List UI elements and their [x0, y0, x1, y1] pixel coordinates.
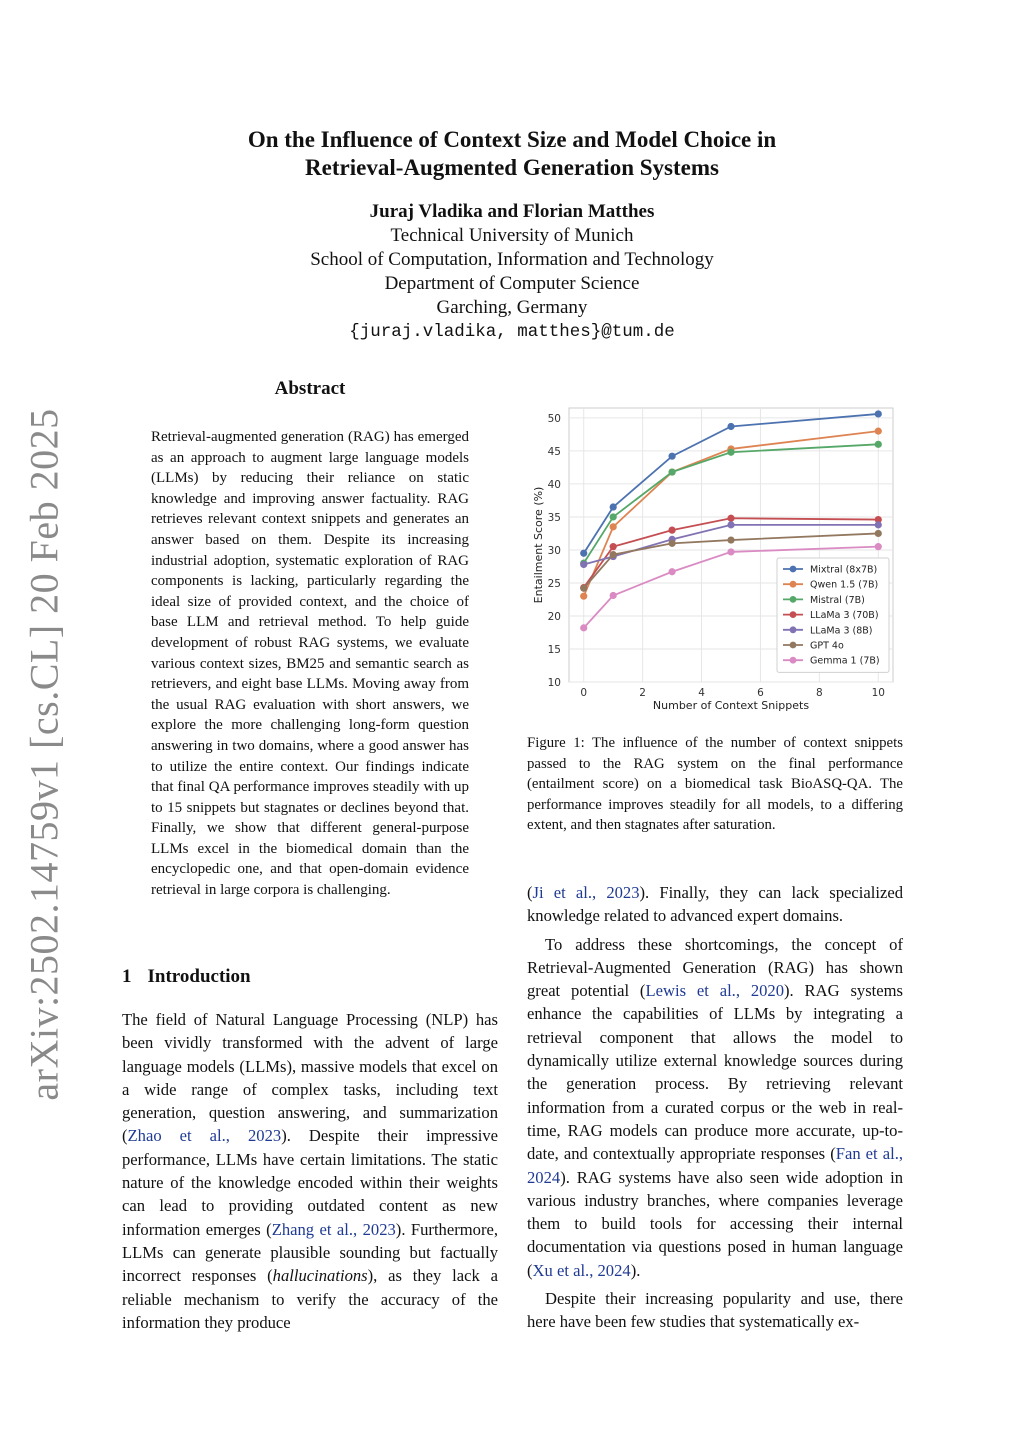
y-tick-label: 10 — [547, 677, 561, 689]
legend-label: Mistral (7B) — [810, 594, 865, 606]
text-run: ). RAG systems enhance the capabilities of LLMs by integrating a retrieval component that allows the model to dynamically utilize external knowledge sources during the generation process. By retrieving relevant information from a curated corpus or the web in real-time, RAG models can produce more accurate, up-to-date, and contextually appropriate responses ( — [527, 981, 904, 1164]
text-run: ). RAG systems have also seen wide adoption in various industry branches, where companies leverage them to build tools for accessing their internal documentation via questions posed in human language ( — [527, 1167, 903, 1280]
y-tick-label: 15 — [547, 643, 561, 656]
x-axis-label: Number of Context Snippets — [652, 699, 810, 712]
text-run: ). — [630, 1260, 641, 1280]
legend-label: LLaMa 3 (70B) — [810, 610, 879, 622]
data-point — [668, 468, 675, 475]
y-axis-label: Entailment Score (%) — [532, 486, 545, 604]
paper-title — [0, 126, 1024, 182]
arxiv-identifier: arXiv:2502.14759v1 [cs.CL] 20 Feb 2025 — [21, 407, 67, 1101]
author-block — [0, 200, 1024, 344]
data-point — [580, 585, 587, 592]
section-title: Introduction — [147, 966, 251, 987]
text-run: The field of Natural Language Processing (NLP) has been vividly transformed with the advent of large language models (LLMs), massive models that excel on a wide range of complex tasks, including text generation, question answering, and summarization ( — [122, 1010, 498, 1146]
x-tick-label: 4 — [698, 687, 705, 699]
data-point — [610, 551, 617, 558]
legend-marker — [790, 581, 797, 588]
title-line-2: Retrieval-Augmented Generation Systems — [305, 155, 719, 180]
data-point — [580, 561, 587, 568]
data-point — [875, 543, 882, 550]
text-run: ). Finally, they can lack specialized knowledge related to advanced expert domains. — [527, 883, 904, 926]
data-point — [610, 503, 617, 510]
data-point — [668, 527, 675, 534]
data-point — [727, 515, 734, 522]
y-tick-label: 45 — [547, 445, 561, 458]
affiliation-location: Garching, Germany — [436, 297, 588, 318]
citation-link[interactable]: Zhang et al., 2023 — [271, 1219, 396, 1239]
affiliation-university: Technical University of Munich — [390, 225, 634, 246]
text-run: ). Furthermore, LLMs can generate plausible sounding but factually incorrect responses ( — [122, 1219, 498, 1286]
text-run: ( — [527, 883, 533, 902]
right-paragraph-1 — [527, 881, 903, 928]
legend-marker — [790, 657, 797, 664]
legend-label: Gemma 1 (7B) — [810, 655, 880, 667]
y-tick-label: 50 — [547, 412, 561, 425]
data-point — [668, 540, 675, 547]
y-tick-label: 40 — [547, 478, 561, 491]
data-point — [727, 548, 734, 555]
right-paragraph-3: Despite their increasing popularity and use, there here have been few studies that systematically ex- — [527, 1289, 903, 1332]
data-point — [727, 521, 734, 528]
citation-link[interactable]: Ji et al., 2023 — [532, 883, 640, 902]
citation-link[interactable]: Xu et al., 2024 — [532, 1260, 631, 1280]
citation-link[interactable]: Zhao et al., 2023 — [127, 1126, 282, 1146]
data-point — [727, 423, 734, 430]
text-run: ). Despite their impressive performance, LLMs have certain limitations. The static nature of the knowledge encoded within their weights can lead to providing outdated content as new information emerges ( — [122, 1126, 498, 1239]
italic-term: hallucinations — [272, 1266, 368, 1286]
legend-label: Mixtral (8x7B) — [810, 564, 878, 576]
data-point — [610, 592, 617, 599]
arxiv-sidebar — [12, 407, 76, 1101]
line-chart — [527, 402, 903, 720]
author-names: Juraj Vladika and Florian Matthes — [369, 201, 655, 222]
data-point — [610, 523, 617, 530]
figure-1-caption: Figure 1: The influence of the number of context snippets passed to the RAG system on the final performance (entailment score) on a biomedical task BioASQ-QA. The performance improves steadily for all models, to a differing extent, and then stagnates after saturation. — [527, 735, 903, 833]
affiliation-school: School of Computation, Information and Technology — [310, 249, 714, 270]
data-point — [875, 441, 882, 448]
data-point — [875, 410, 882, 417]
legend-label: Qwen 1.5 (7B) — [810, 579, 879, 591]
intro-paragraph-1 — [122, 1008, 498, 1334]
data-point — [727, 449, 734, 456]
intro-right-column — [527, 881, 903, 1334]
legend-label: LLaMa 3 (8B) — [810, 625, 873, 637]
legend-marker — [790, 626, 797, 633]
y-tick-label: 25 — [547, 577, 561, 590]
affiliation-department: Department of Computer Science — [384, 273, 640, 294]
x-tick-label: 2 — [639, 687, 646, 699]
legend-marker — [790, 566, 797, 573]
citation-link[interactable]: Lewis et al., 2020 — [645, 981, 785, 1001]
data-point — [875, 530, 882, 537]
title-line-1: On the Influence of Context Size and Model Choice in — [247, 127, 777, 152]
legend-marker — [790, 642, 797, 649]
x-tick-label: 8 — [816, 687, 823, 699]
x-tick-label: 6 — [757, 687, 764, 699]
data-point — [580, 593, 587, 600]
section-heading-introduction — [122, 966, 251, 988]
data-point — [875, 521, 882, 528]
y-tick-label: 20 — [547, 610, 561, 623]
abstract-text: Retrieval-augmented generation (RAG) has emerged as an approach to augment large language models (LLMs) by reducing their reliance on static knowledge and improving answer factuality. RAG retrieves relevant context snippets and generates an answer based on them. Despite its increasing industrial adoption, systematic exploration of RAG components is lacking, particularly regarding the ideal size of provided context, and the choice of base LLM and retrieval method. To help guide development of robust RAG systems, we evaluate various context sizes, BM25 and semantic search as retrievers, and eight base LLMs. Moving away from the usual RAG evaluation with short answers, we explore the more challenging long-form question answering in two domains, where a good answer has to utilize the entire context. Our findings indicate that final QA performance improves steadily with up to 15 snippets but stagnates or declines beyond that. Finally, we show that different general-purpose LLMs excel in the biomedical domain than the encyclopedic one, and that open-domain evidence retrieval in large corpora is challenging. — [151, 429, 469, 899]
data-point — [875, 428, 882, 435]
data-point — [727, 536, 734, 543]
y-tick-label: 30 — [547, 544, 561, 557]
intro-left-column — [122, 1008, 498, 1334]
data-point — [580, 624, 587, 631]
data-point — [610, 543, 617, 550]
data-point — [668, 568, 675, 575]
text-run: To address these shortcomings, the concept of Retrieval-Augmented Generation (RAG) has shown great potential ( — [527, 934, 903, 1001]
legend-marker — [790, 611, 797, 618]
data-point — [580, 550, 587, 557]
text-run: ), as they lack a reliable mechanism to verify the accuracy of the information they produce — [122, 1266, 498, 1332]
data-point — [668, 453, 675, 460]
y-tick-label: 35 — [547, 511, 561, 524]
author-email: {juraj.vladika, matthes}@tum.de — [349, 322, 675, 342]
citation-link[interactable]: Fan et al., 2024 — [527, 1144, 903, 1187]
abstract-heading: Abstract — [274, 378, 346, 399]
section-number: 1 — [122, 966, 132, 987]
x-tick-label: 0 — [580, 687, 588, 699]
data-point — [610, 513, 617, 520]
legend-marker — [790, 596, 797, 603]
x-tick-label: 10 — [871, 687, 885, 699]
figure-1-chart — [527, 402, 903, 720]
right-paragraph-2 — [527, 933, 903, 1282]
legend-label: GPT 4o — [810, 640, 844, 652]
